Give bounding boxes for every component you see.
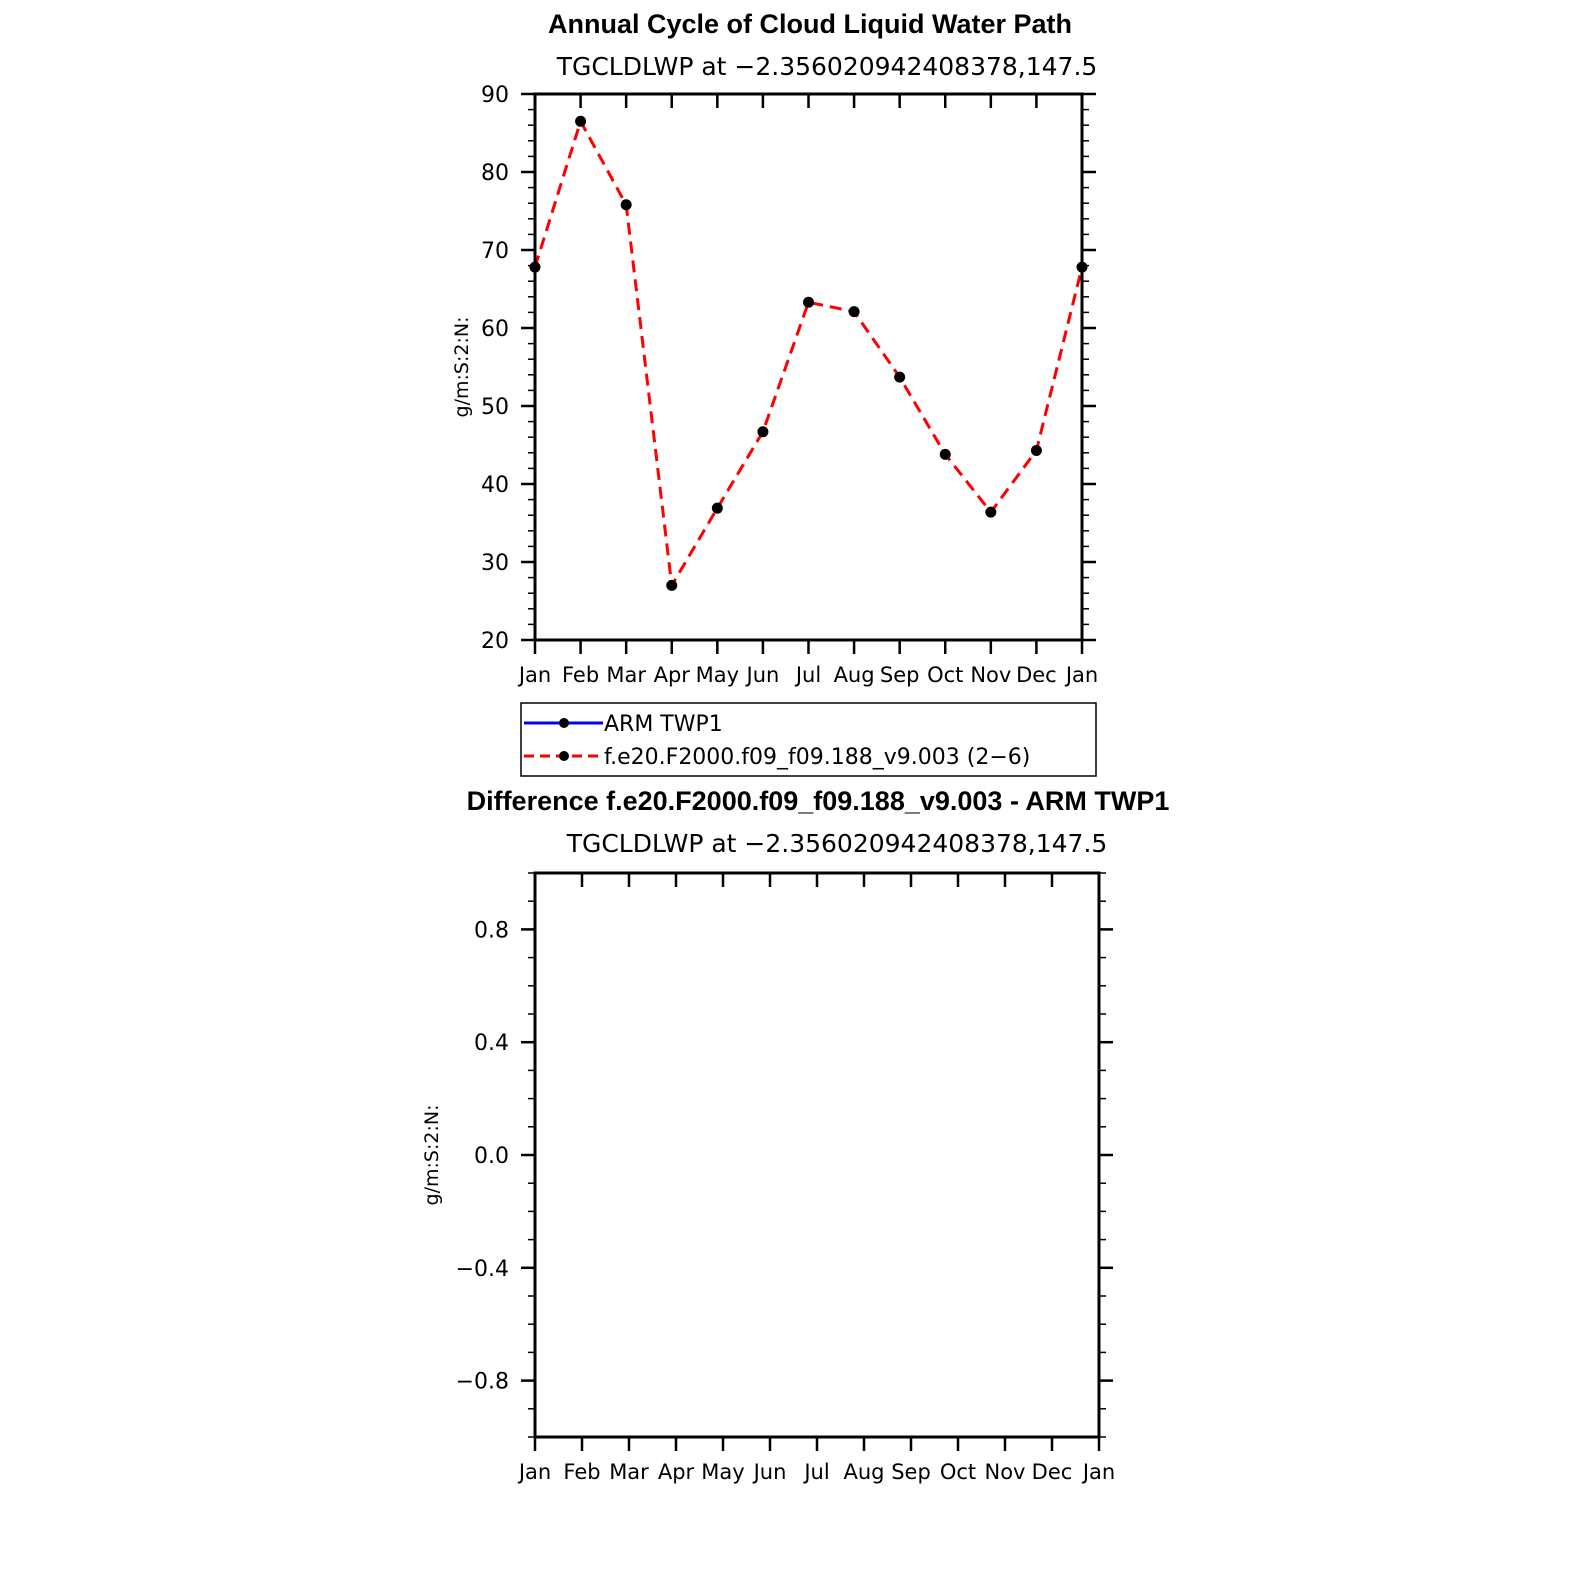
x-tick-label: May xyxy=(695,663,740,687)
y-tick-label: 40 xyxy=(481,473,509,498)
y-tick-label: −0.8 xyxy=(455,1369,509,1395)
chart-title: Annual Cycle of Cloud Liquid Water Path xyxy=(547,9,1073,39)
x-tick-label: Sep xyxy=(891,1460,931,1484)
x-tick-label: Jul xyxy=(795,663,822,687)
x-tick-label: Nov xyxy=(970,663,1012,687)
y-tick-label: 50 xyxy=(481,395,509,420)
data-point xyxy=(621,199,632,210)
difference-title: Difference f.e20.F2000.f09_f09.188_v9.003 - ARM TWP1 xyxy=(466,786,1170,816)
tick-marks xyxy=(521,94,1096,654)
data-point xyxy=(712,503,723,514)
x-tick-label: Jan xyxy=(518,1460,552,1484)
data-point xyxy=(940,449,951,460)
legend xyxy=(521,703,1096,776)
chart-subtitle: TGCLDLWP at −2.356020942408378,147.5 xyxy=(556,52,1098,81)
x-tick-label: Jun xyxy=(753,1460,787,1484)
legend-marker-model xyxy=(559,751,569,761)
series-layer xyxy=(530,116,1088,591)
data-point xyxy=(575,116,586,127)
difference-x-tick-labels xyxy=(517,1460,1115,1484)
difference-subtitle: TGCLDLWP at −2.356020942408378,147.5 xyxy=(566,829,1108,858)
y-tick-label: 90 xyxy=(481,83,509,108)
difference-y-axis-label: g/m:S:2:N: xyxy=(421,1104,443,1206)
x-tick-label: Aug xyxy=(833,663,875,687)
data-point xyxy=(803,297,814,308)
series-line-f-e20-f2000-f09-f09-188-v9-003-2-6 xyxy=(535,121,1082,585)
data-point xyxy=(757,426,768,437)
y-tick-label: 80 xyxy=(481,161,509,186)
x-tick-label: Oct xyxy=(927,663,964,687)
difference-y-tick-labels xyxy=(456,918,509,1394)
x-tick-label: Jan xyxy=(1082,1460,1116,1484)
data-point xyxy=(666,580,677,591)
x-tick-label: Jun xyxy=(746,663,780,687)
x-tick-label: Jan xyxy=(518,663,552,687)
y-tick-label: 60 xyxy=(481,317,509,342)
data-point xyxy=(1031,445,1042,456)
data-point xyxy=(985,507,996,518)
difference-panel xyxy=(421,786,1169,1484)
x-tick-label: Feb xyxy=(563,1460,601,1484)
x-tick-label: May xyxy=(701,1460,745,1484)
plot-frame xyxy=(535,94,1082,640)
x-tick-label: Jul xyxy=(804,1460,830,1484)
legend-label-arm-twp1: ARM TWP1 xyxy=(604,712,723,737)
y-tick-label: 0.0 xyxy=(474,1144,509,1169)
y-tick-label: −0.4 xyxy=(455,1256,509,1282)
difference-tick-marks xyxy=(521,873,1113,1451)
data-point xyxy=(849,306,860,317)
difference-plot-frame xyxy=(535,873,1099,1437)
x-tick-label: Dec xyxy=(1016,663,1057,687)
x-tick-label: Oct xyxy=(939,1460,977,1484)
x-tick-label: Apr xyxy=(657,1460,695,1484)
y-tick-labels xyxy=(481,83,509,654)
data-point xyxy=(894,372,905,383)
x-tick-label: Nov xyxy=(984,1460,1026,1484)
x-tick-label: Mar xyxy=(606,663,646,687)
x-tick-label: Dec xyxy=(1031,1460,1073,1484)
annual-cycle-panel xyxy=(451,9,1098,776)
y-tick-label: 70 xyxy=(481,239,509,264)
y-axis-label: g/m:S:2:N: xyxy=(451,316,473,418)
x-tick-label: Aug xyxy=(843,1460,885,1484)
x-tick-label: Apr xyxy=(653,663,690,687)
x-tick-label: Feb xyxy=(561,663,600,687)
y-tick-label: 0.4 xyxy=(474,1031,509,1057)
y-tick-label: 0.8 xyxy=(474,918,509,944)
legend-marker-arm-twp1 xyxy=(559,718,569,728)
x-tick-labels xyxy=(517,663,1098,687)
x-tick-label: Mar xyxy=(609,1460,649,1484)
x-tick-label: Jan xyxy=(1065,663,1099,687)
y-tick-label: 30 xyxy=(481,551,509,576)
x-tick-label: Sep xyxy=(879,663,920,687)
y-tick-label: 20 xyxy=(481,629,509,654)
legend-label-model: f.e20.F2000.f09_f09.188_v9.003 (2−6) xyxy=(604,745,1031,770)
